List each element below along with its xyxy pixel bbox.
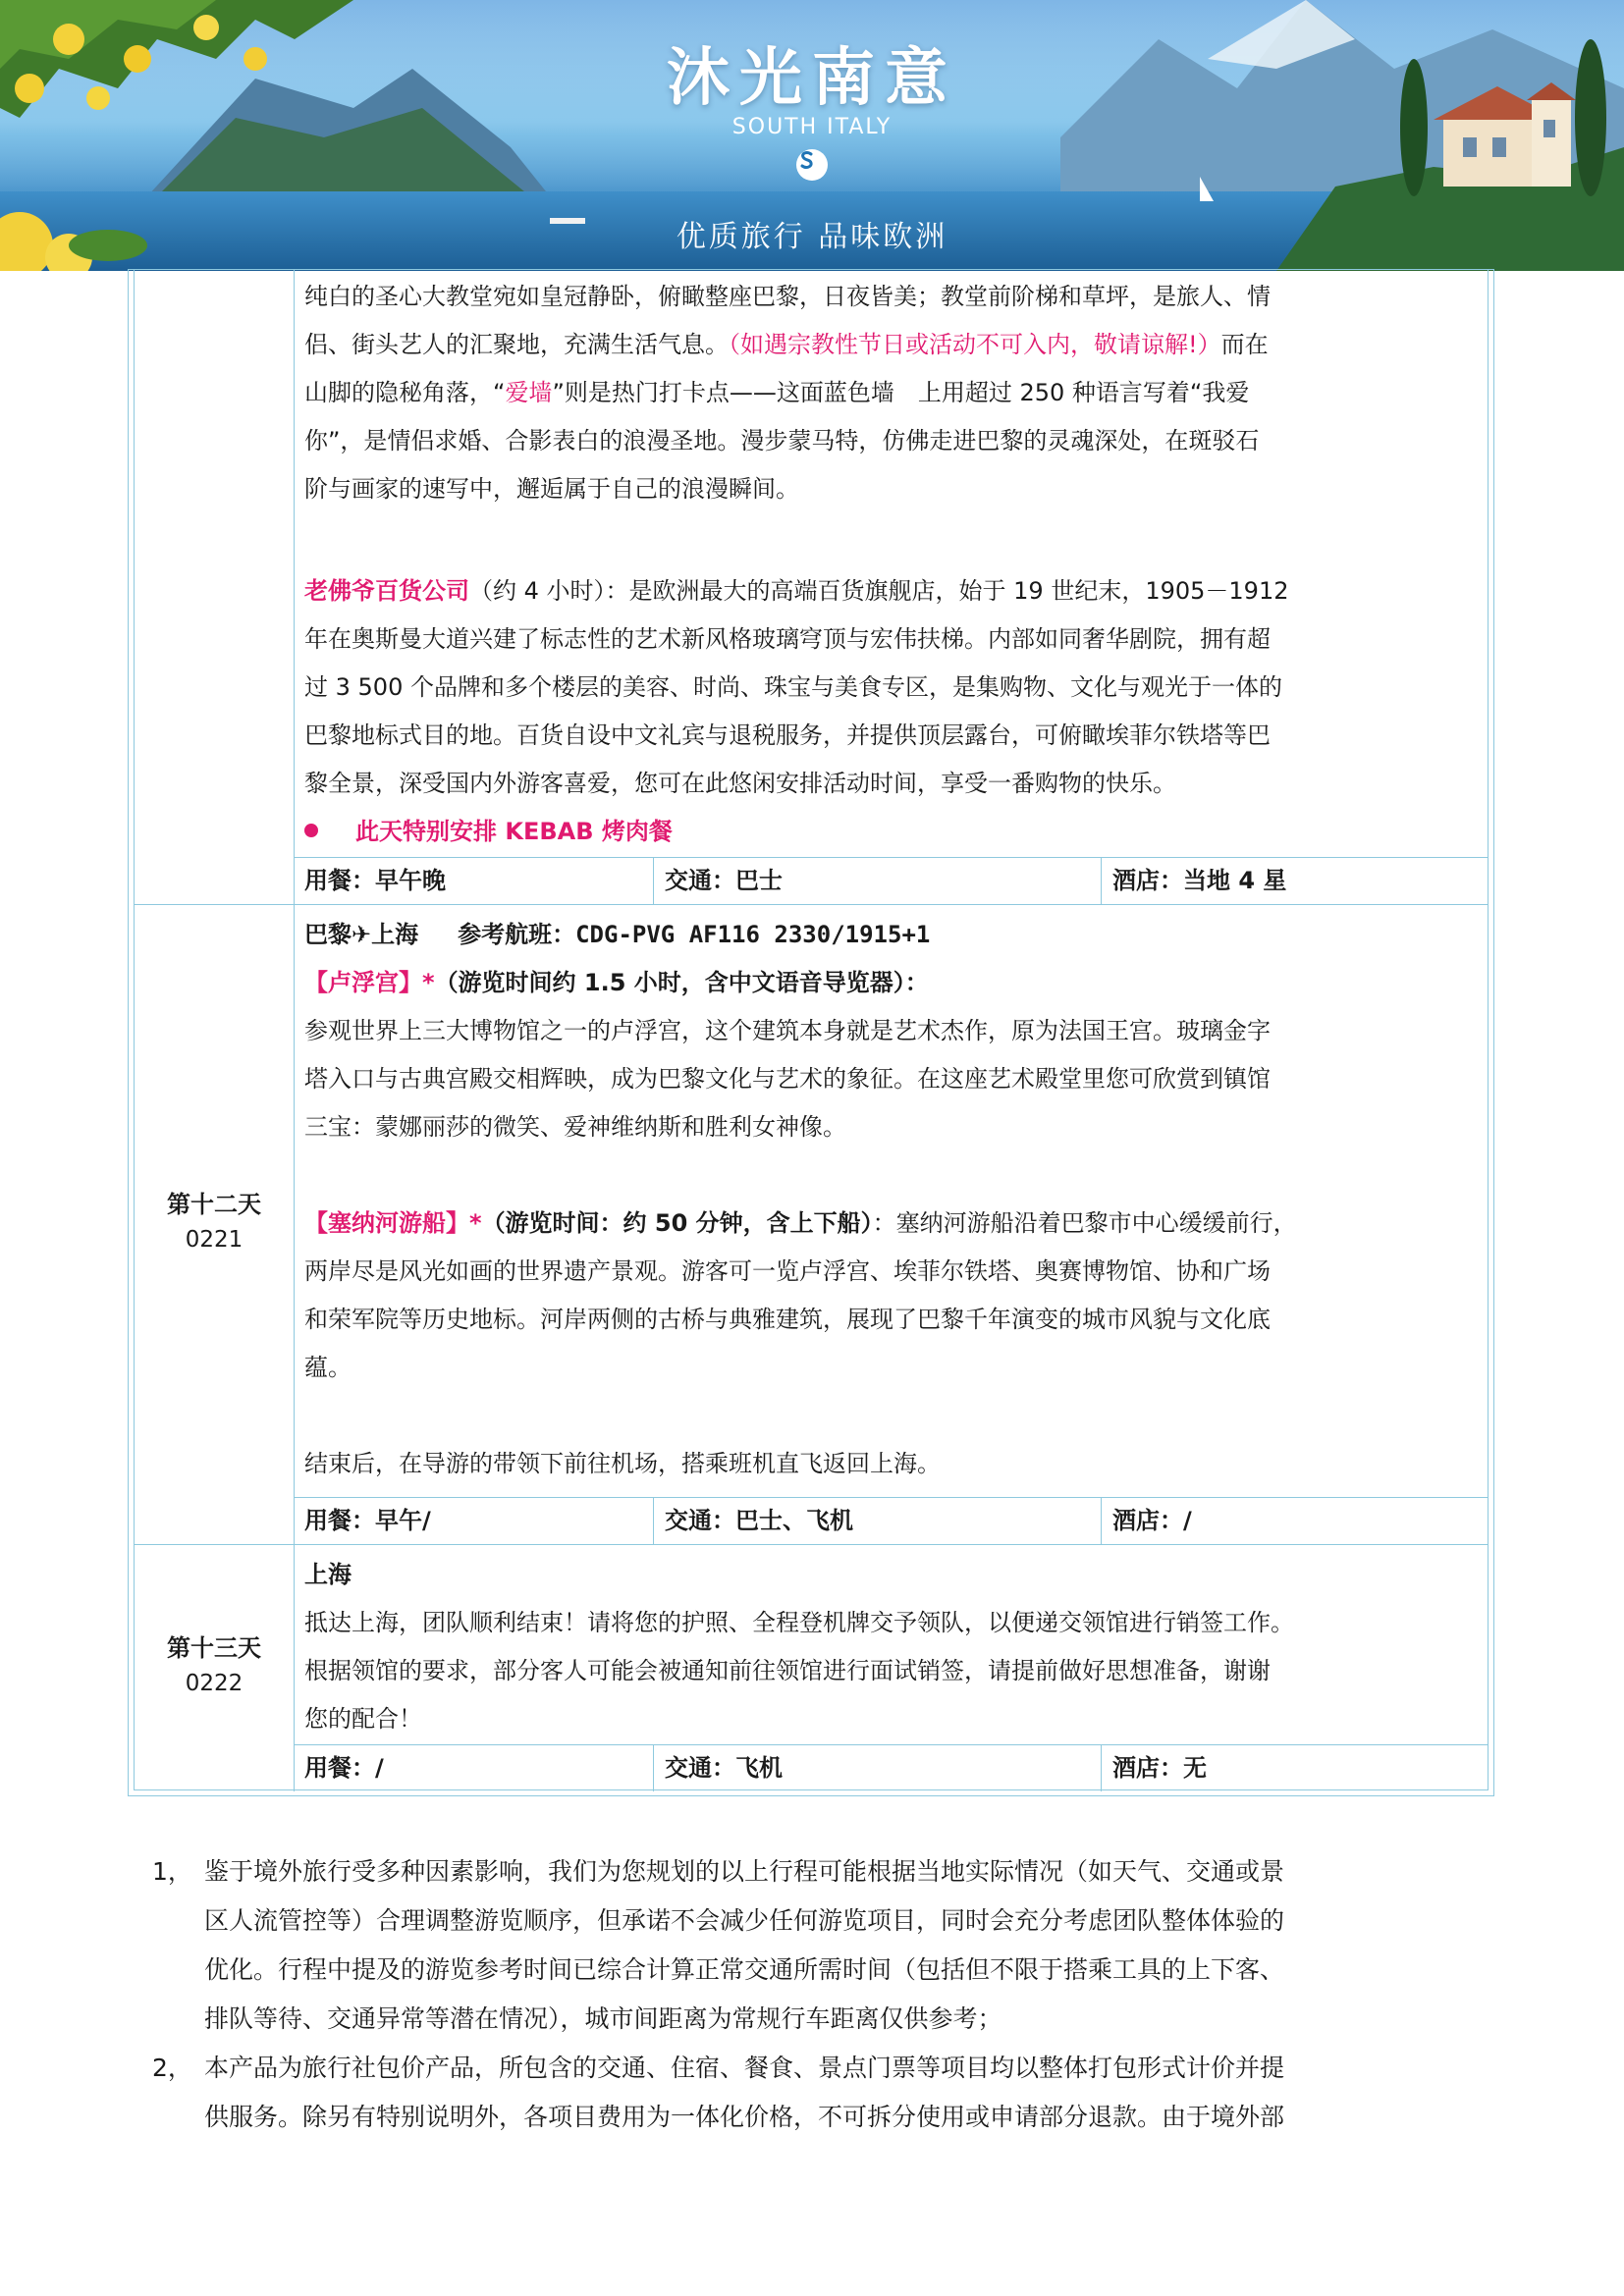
- day13-service-row: [135, 1744, 1488, 1791]
- day13-meals: 用餐：/: [304, 1754, 384, 1782]
- seine-title: 【塞纳河游船】*: [304, 1209, 482, 1237]
- text-line: 年在奥斯曼大道兴建了标志性的艺术新风格玻璃穹顶与宏伟扶梯。内部如同奢华剧院，拥有超: [304, 625, 1271, 653]
- day12-transport: 交通：巴士、飞机: [665, 1507, 853, 1534]
- note-number: 2，: [152, 2054, 192, 2082]
- day13-text: [304, 1551, 1477, 1743]
- day13-hotel: 酒店：无: [1112, 1754, 1207, 1782]
- day11-service-row: [135, 857, 1488, 904]
- text-line: 塔入口与古典宫殿交相辉映，成为巴黎文化与艺术的象征。在这座艺术殿堂里您可欣赏到镇馆: [304, 1065, 1271, 1093]
- day12-meals: 用餐：早午/: [304, 1507, 431, 1534]
- brand-logo-icon: [796, 149, 828, 181]
- text-span: ：塞纳河游船沿着巴黎市中心缓缓前行，: [872, 1209, 1297, 1237]
- day11-transport: 交通：巴士: [665, 867, 783, 894]
- day13-city: 上海: [304, 1561, 352, 1588]
- note-text: 优化。行程中提及的游览参考时间已综合计算正常交通所需时间（包括但不限于搭乘工具的上下客、: [204, 1955, 1285, 1984]
- blank-line: [304, 1392, 1477, 1440]
- text-line: [304, 567, 1477, 615]
- day12-date: 0221: [185, 1227, 244, 1253]
- ending-line: 结束后，在导游的带领下前往机场，搭乘班机直飞返回上海。: [304, 1450, 941, 1477]
- closure-notice: （如遇宗教性节日或活动不可入内，敬请谅解!）: [729, 331, 1221, 358]
- day12-title: 第十二天: [167, 1191, 261, 1218]
- text-line: [304, 369, 1477, 417]
- special-meal-line: [304, 808, 1477, 856]
- day12-service-row: [135, 1497, 1488, 1544]
- special-meal: 此天特别安排 KEBAB 烤肉餐: [355, 818, 673, 845]
- text-line: 和荣军院等历史地标。河岸两侧的古桥与典雅建筑，展现了巴黎千年演变的城市风貌与文化底: [304, 1306, 1271, 1333]
- brand-slogan: 优质旅行 品味欧洲: [676, 220, 948, 254]
- day13-date: 0222: [185, 1671, 244, 1696]
- text-span: 侣、街头艺人的汇聚地，充满生活气息。: [304, 331, 729, 358]
- text-line: 参观世界上三大博物馆之一的卢浮宫，这个建筑本身就是艺术杰作，原为法国王宫。玻璃金字: [304, 1017, 1271, 1044]
- day12-hotel: 酒店：/: [1112, 1507, 1192, 1534]
- day13-transport: 交通：飞机: [665, 1754, 783, 1782]
- text-line: 黎全景，深受国内外游客喜爱，您可在此悠闲安排活动时间，享受一番购物的快乐。: [304, 770, 1176, 797]
- day13-title: 第十三天: [167, 1634, 261, 1662]
- day11-hotel: 酒店：当地 4 星: [1112, 867, 1287, 894]
- day-column-divider: [294, 270, 295, 1791]
- route: 巴黎✈上海: [304, 921, 419, 948]
- text-span: （约 4 小时）：是欧洲最大的高端百货旗舰店，始于 19 世纪末，1905－1912: [469, 577, 1289, 605]
- header-banner: [0, 0, 1624, 271]
- day12-label: [135, 1187, 294, 1257]
- text-line: 抵达上海，团队顺利结束！请将您的护照、全程登机牌交予领队，以便递交领馆进行销签工作。: [304, 1609, 1294, 1636]
- text-line: 你”，是情侣求婚、合影表白的浪漫圣地。漫步蒙马特，仿佛走进巴黎的灵魂深处，在斑驳石: [304, 427, 1260, 454]
- text-span: ”则是热门打卡点——这面蓝色墙 上用超过 250 种语言写着“我爱: [552, 379, 1250, 406]
- note-text: 供服务。除另有特别说明外，各项目费用为一体化价格，不可拆分使用或申请部分退款。由于境外部: [204, 2103, 1285, 2131]
- note-number: 1，: [152, 1857, 192, 1886]
- text-line: 阶与画家的速写中，邂逅属于自己的浪漫瞬间。: [304, 475, 799, 503]
- text-span: 而在: [1220, 331, 1269, 358]
- day11-galeries-text: [304, 567, 1477, 856]
- seine-note: （游览时间：约 50 分钟，含上下船）: [481, 1209, 873, 1237]
- text-line: 三宝：蒙娜丽莎的微笑、爱神维纳斯和胜利女神像。: [304, 1113, 846, 1141]
- brand-subtitle: SOUTH ITALY: [731, 115, 893, 139]
- text-line: [304, 321, 1477, 369]
- note-text: 区人流管控等）合理调整游览顺序，但承诺不会减少任何游览项目，同时会充分考虑团队整体体验的: [204, 1906, 1285, 1935]
- text-line: 过 3 500 个品牌和多个楼层的美容、时尚、珠宝与美食专区，是集购物、文化与观光于一体的: [304, 673, 1282, 701]
- note-item-1: [152, 1847, 1478, 2044]
- louvre-note: （游览时间约 1.5 小时，含中文语音导览器）：: [434, 969, 929, 996]
- text-line: 纯白的圣心大教堂宛如皇冠静卧，俯瞰整座巴黎，日夜皆美；教堂前阶梯和草坪，是旅人、情: [304, 283, 1271, 310]
- day11-meals: 用餐：早午晚: [304, 867, 446, 894]
- row-divider: [135, 904, 1488, 905]
- blank-line: [304, 1151, 1477, 1200]
- text-line: 您的配合！: [304, 1705, 422, 1733]
- galeries-title: 老佛爷百货公司: [304, 577, 469, 605]
- row-divider: [135, 1544, 1488, 1545]
- love-wall-highlight: 爱墙: [505, 379, 553, 406]
- day12-text: [304, 911, 1477, 1488]
- flight-info: 参考航班：CDG-PVG AF116 2330/1915+1: [458, 921, 931, 948]
- note-item-2: [152, 2044, 1478, 2142]
- text-line: 两岸尽是风光如画的世界遗产景观。游客可一览卢浮宫、埃菲尔铁塔、奥赛博物馆、协和广场: [304, 1257, 1271, 1285]
- text-line: 根据领馆的要求，部分客人可能会被通知前往领馆进行面试销签，请提前做好思想准备，谢谢: [304, 1657, 1271, 1684]
- text-line: [304, 1200, 1477, 1248]
- louvre-title: 【卢浮宫】*: [304, 969, 435, 996]
- day13-label: [135, 1630, 294, 1701]
- note-text: 排队等待、交通异常等潜在情况），城市间距离为常规行车距离仅供参考；: [204, 2004, 1002, 2033]
- route-line: [304, 911, 1477, 959]
- louvre-heading: [304, 959, 1477, 1007]
- day11-montmartre-text: [304, 273, 1477, 513]
- text-line: 巴黎地标式目的地。百货自设中文礼宾与退税服务，并提供顶层露台，可俯瞰埃菲尔铁塔等巴: [304, 721, 1271, 749]
- bullet-icon: [304, 824, 318, 837]
- text-span: 山脚的隐秘角落，: [304, 379, 493, 406]
- text-line: 蕴。: [304, 1354, 352, 1381]
- brand-title: 沐光南意: [667, 42, 957, 115]
- note-first-line: [152, 1847, 1478, 1896]
- note-text: 本产品为旅行社包价产品，所包含的交通、住宿、餐食、景点门票等项目均以整体打包形式计价并提: [204, 2054, 1285, 2082]
- text-span: “: [493, 379, 506, 406]
- note-first-line: [152, 2044, 1478, 2093]
- note-text: 鉴于境外旅行受多种因素影响，我们为您规划的以上行程可能根据当地实际情况（如天气、交通或景: [204, 1857, 1285, 1886]
